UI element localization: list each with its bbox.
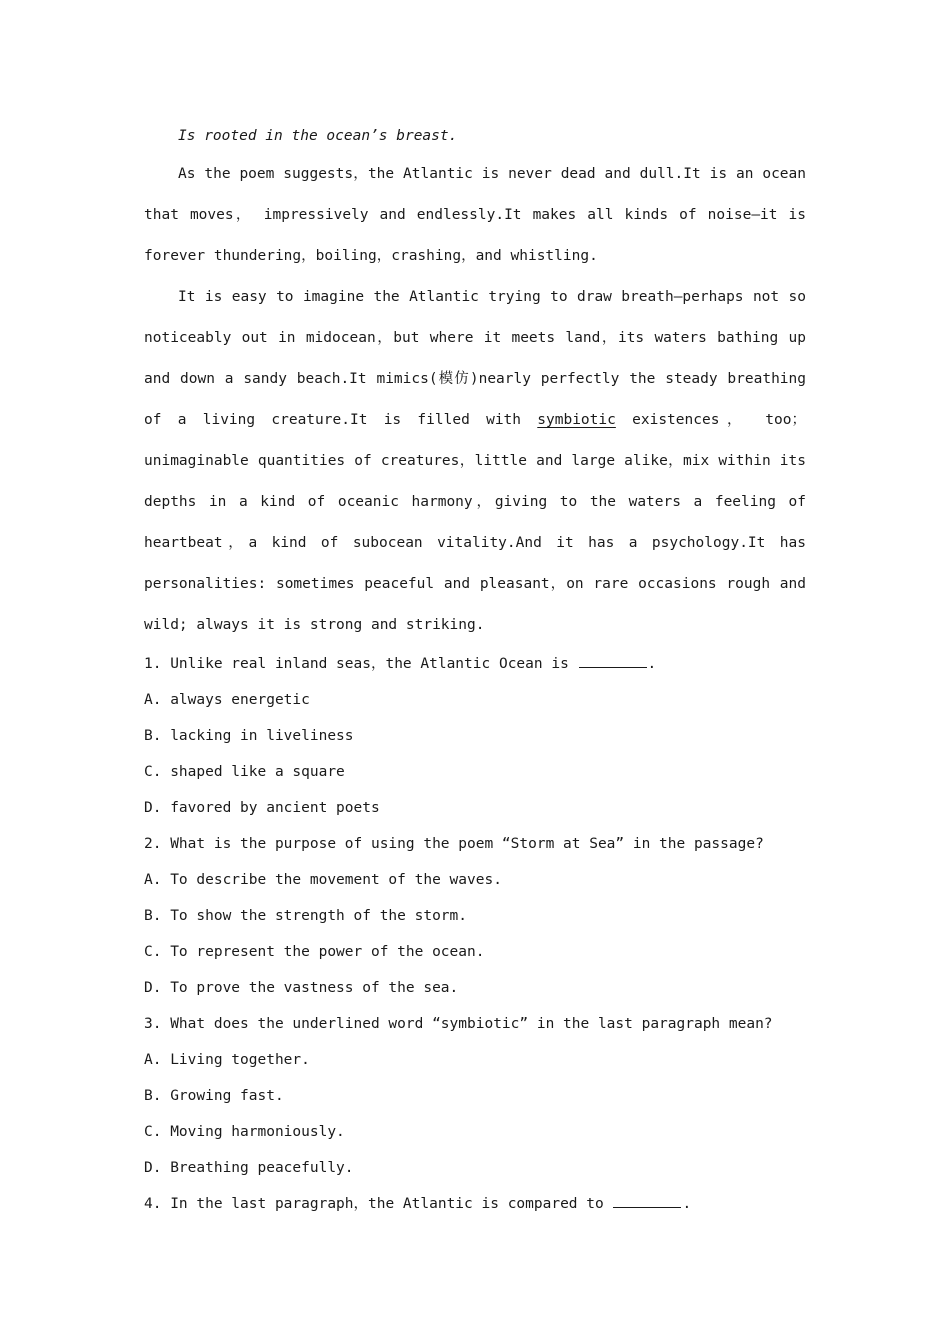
question-2 [144, 826, 806, 1006]
poem-verse-line: Is rooted in the ocean’s breast. [178, 128, 458, 144]
paragraph-2-text-end: existences， too； unimaginable quantities of creatures，little and large alike，mix within its depths in a kind of oceanic harmony，giving to the waters a feeling of heartbeat，a kind of subocean vitality.And it has a psychology.It has personalities: sometimes peaceful and pleasant，on rare occasions rough and wild; always it is strong and striking. [144, 412, 806, 633]
question-1 [144, 646, 806, 826]
option-a: A. Living together. [144, 1052, 310, 1068]
paragraph-2-text-start: It is easy to imagine the Atlantic trying to draw breath—perhaps not so noticeably out in midocean，but where it meets land，its waters bathing up and down a sandy beach.It mimics(模仿)nearly perfectly the steady breathing of a living creature.It is filled with [144, 289, 806, 428]
option-d: D. favored by ancient poets [144, 800, 380, 816]
underlined-word: symbiotic [537, 412, 616, 428]
question-stem: 3. What does the underlined word “symbiotic” in the last paragraph mean? [144, 1016, 773, 1032]
option-c: C. To represent the power of the ocean. [144, 944, 485, 960]
question-4 [144, 1186, 806, 1222]
question-stem: 4. In the last paragraph，the Atlantic is compared to . [144, 1186, 806, 1222]
option-c: C. shaped like a square [144, 764, 345, 780]
option-c: C. Moving harmoniously. [144, 1124, 345, 1140]
option-d: D. To prove the vastness of the sea. [144, 980, 459, 996]
document-page [144, 118, 806, 1222]
answer-blank [613, 1193, 681, 1208]
option-b: B. To show the strength of the storm. [144, 908, 468, 924]
answer-blank [579, 653, 647, 668]
question-3 [144, 1006, 806, 1186]
question-stem: 2. What is the purpose of using the poem “Storm at Sea” in the passage? [144, 836, 764, 852]
paragraph-2 [144, 277, 806, 646]
option-b: B. Growing fast. [144, 1088, 284, 1104]
question-stem: 1. Unlike real inland seas，the Atlantic Ocean is . [144, 646, 806, 682]
option-a: A. always energetic [144, 692, 310, 708]
paragraph-1: As the poem suggests，the Atlantic is never dead and dull.It is an ocean that moves， impressively and endlessly.It makes all kinds of noise—it is forever thundering，boiling，crashing，and whistling. [144, 166, 806, 264]
option-b: B. lacking in liveliness [144, 728, 354, 744]
option-a: A. To describe the movement of the waves. [144, 872, 502, 888]
option-d: D. Breathing peacefully. [144, 1160, 354, 1176]
